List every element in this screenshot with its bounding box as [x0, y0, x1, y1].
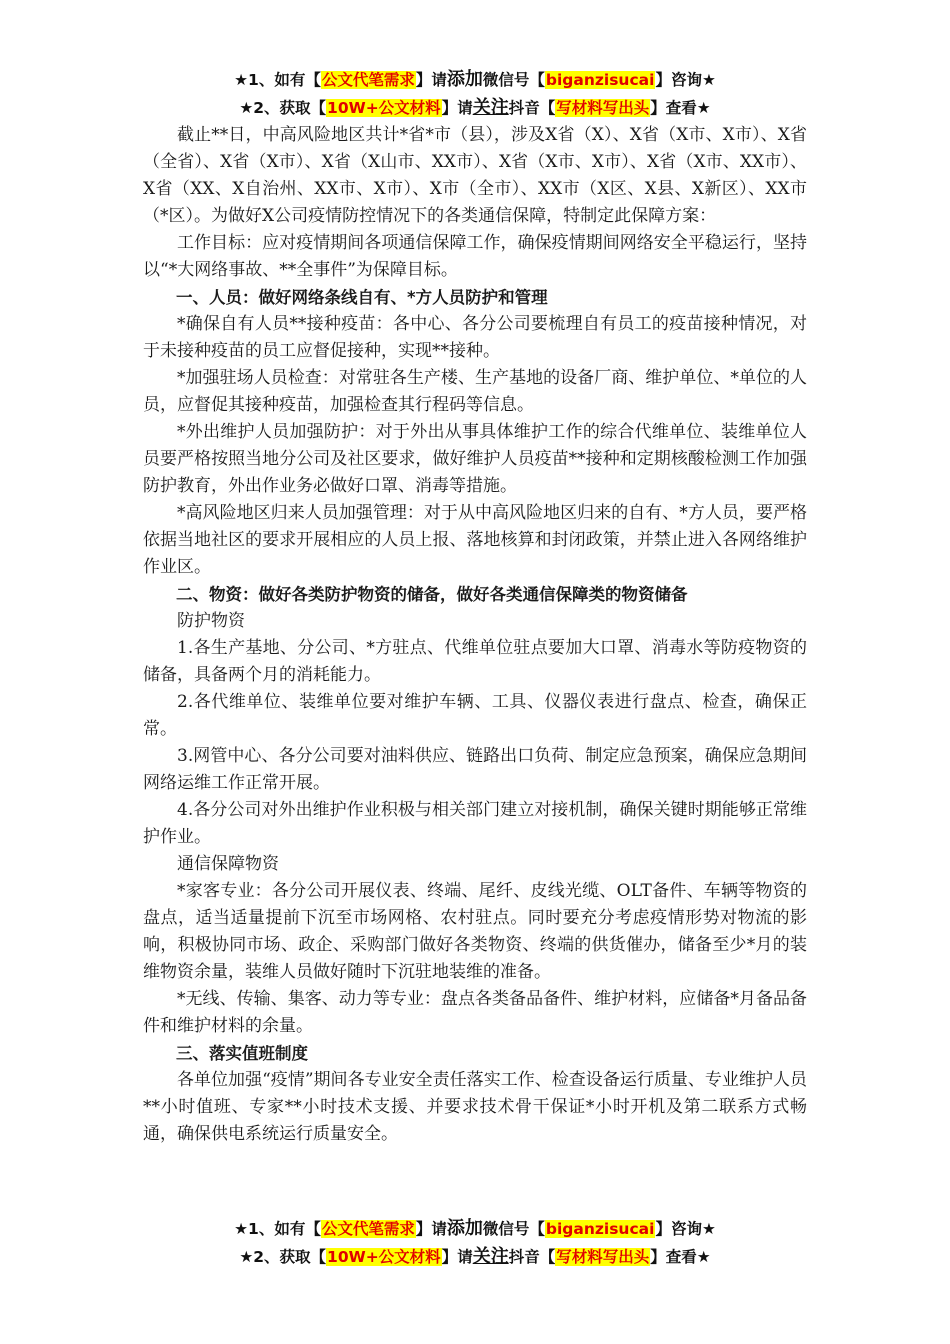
section-heading: 三、落实值班制度 — [176, 1044, 308, 1063]
paragraph: *高风险地区归来人员加强管理：对于从中高风险地区归来的自有、*方人员，要严格依据当地社区的要求开展相应的人员上报、落地核算和封闭政策，并禁止进入各网络维护作业区。 — [143, 503, 807, 577]
document-page — [143, 66, 807, 1148]
banner-text: ★2、获取【 — [239, 1248, 327, 1266]
highlight-service: 公文代笔需求 — [321, 71, 415, 89]
footer-banners — [143, 1215, 807, 1271]
section-heading: 一、人员：做好网络条线自有、*方人员防护和管理 — [176, 288, 548, 307]
highlight-service: 公文代笔需求 — [321, 1220, 415, 1238]
banner-text: ★2、获取【 — [239, 99, 327, 117]
paragraph: *确保自有人员**接种疫苗：各中心、各分公司要梳理自有员工的疫苗接种情况，对于未接种疫苗的员工应督促接种，实现**接种。 — [143, 314, 807, 361]
banner-text: 】请 — [415, 71, 447, 89]
banner-text: 】咨询★ — [655, 71, 716, 89]
promo-banner-line-2 — [143, 94, 807, 122]
paragraph: 防护物资 — [177, 611, 245, 631]
highlight-douyin-id: 写材料写出头 — [556, 1248, 650, 1266]
banner-text: 】请 — [441, 1248, 473, 1266]
document-body — [143, 122, 807, 1148]
highlight-wechat-id: biganzisucai — [545, 71, 655, 89]
promo-banner-line-1-bottom — [143, 1215, 807, 1243]
paragraph: *外出维护人员加强防护：对于外出从事具体维护工作的综合代维单位、装维单位人员要严格按照当地分公司及社区要求，做好维护人员疫苗**接种和定期核酸检测工作加强防护教育，外出作业务必做好口罩、消毒等措施。 — [143, 422, 807, 496]
banner-emphasis: 添加 — [446, 69, 483, 90]
paragraph: *无线、传输、集客、动力等专业：盘点各类备品备件、维护材料，应储备*月备品备件和维护材料的余量。 — [143, 989, 807, 1036]
paragraph: 1.各生产基地、分公司、*方驻点、代维单位驻点要加大口罩、消毒水等防疫物资的储备，具备两个月的消耗能力。 — [143, 638, 807, 685]
highlight-materials: 10W+公文材料 — [327, 1248, 441, 1266]
highlight-materials: 10W+公文材料 — [327, 99, 441, 117]
section-heading: 二、物资：做好各类防护物资的储备，做好各类通信保障类的物资储备 — [176, 585, 688, 604]
promo-banner-line-2-bottom — [143, 1243, 807, 1271]
banner-text: 抖音【 — [508, 99, 556, 117]
banner-text: 微信号【 — [482, 71, 545, 89]
paragraph: 工作目标：应对疫情期间各项通信保障工作，确保疫情期间网络安全平稳运行，坚持以“*大网络事故、**全事件”为保障目标。 — [143, 233, 807, 280]
banner-text: ★1、如有【 — [234, 71, 321, 89]
banner-text: 】查看★ — [650, 1248, 711, 1266]
paragraph: 2.各代维单位、装维单位要对维护车辆、工具、仪器仪表进行盘点、检查，确保正常。 — [143, 692, 807, 739]
promo-banner-line-1 — [143, 66, 807, 94]
paragraph: 4.各分公司对外出维护作业积极与相关部门建立对接机制，确保关键时期能够正常维护作业。 — [143, 800, 807, 847]
paragraph: 截止**日，中高风险地区共计*省*市（县），涉及X省（X）、X省（X市、X市）、X省（全省）、X省（X市）、X省（X山市、XX市）、X省（X市、X市）、X省（X市、XX市）、X省（XX、X自治州、XX市、X市）、X市（全市）、XX市（X区、X县、X新区）、XX市（*区）。为做好X公司疫情防控情况下的各类通信保障，特制定此保障方案： — [143, 125, 807, 226]
banner-text: 】请 — [415, 1220, 447, 1238]
banner-text: 】咨询★ — [655, 1220, 716, 1238]
banner-text: 】查看★ — [650, 99, 711, 117]
paragraph: *家客专业：各分公司开展仪表、终端、尾纤、皮线光缆、OLT备件、车辆等物资的盘点，适当适量提前下沉至市场网格、农村驻点。同时要充分考虑疫情形势对物流的影响，积极协同市场、政企、采购部门做好各类物资、终端的供货催办，储备至少*月的装维物资余量，装维人员做好随时下沉驻地装维的准备。 — [143, 881, 807, 982]
paragraph: 3.网管中心、各分公司要对油料供应、链路出口负荷、制定应急预案，确保应急期间网络运维工作正常开展。 — [143, 746, 807, 793]
paragraph: 通信保障物资 — [177, 854, 279, 874]
banner-emphasis: 添加 — [446, 1218, 483, 1239]
banner-text: ★1、如有【 — [234, 1220, 321, 1238]
banner-text: 抖音【 — [508, 1248, 556, 1266]
banner-emphasis: 关注 — [472, 1246, 509, 1267]
paragraph: 各单位加强“疫情”期间各专业安全责任落实工作、检查设备运行质量、专业维护人员**小时值班、专家**小时技术支援、并要求技术骨干保证*小时开机及第二联系方式畅通，确保供电系统运行质量安全。 — [143, 1070, 807, 1144]
banner-text: 微信号【 — [482, 1220, 545, 1238]
highlight-douyin-id: 写材料写出头 — [556, 99, 650, 117]
highlight-wechat-id: biganzisucai — [545, 1220, 655, 1238]
banner-emphasis: 关注 — [472, 97, 509, 118]
banner-text: 】请 — [441, 99, 473, 117]
paragraph: *加强驻场人员检查：对常驻各生产楼、生产基地的设备厂商、维护单位、*单位的人员，应督促其接种疫苗，加强检查其行程码等信息。 — [143, 368, 807, 415]
